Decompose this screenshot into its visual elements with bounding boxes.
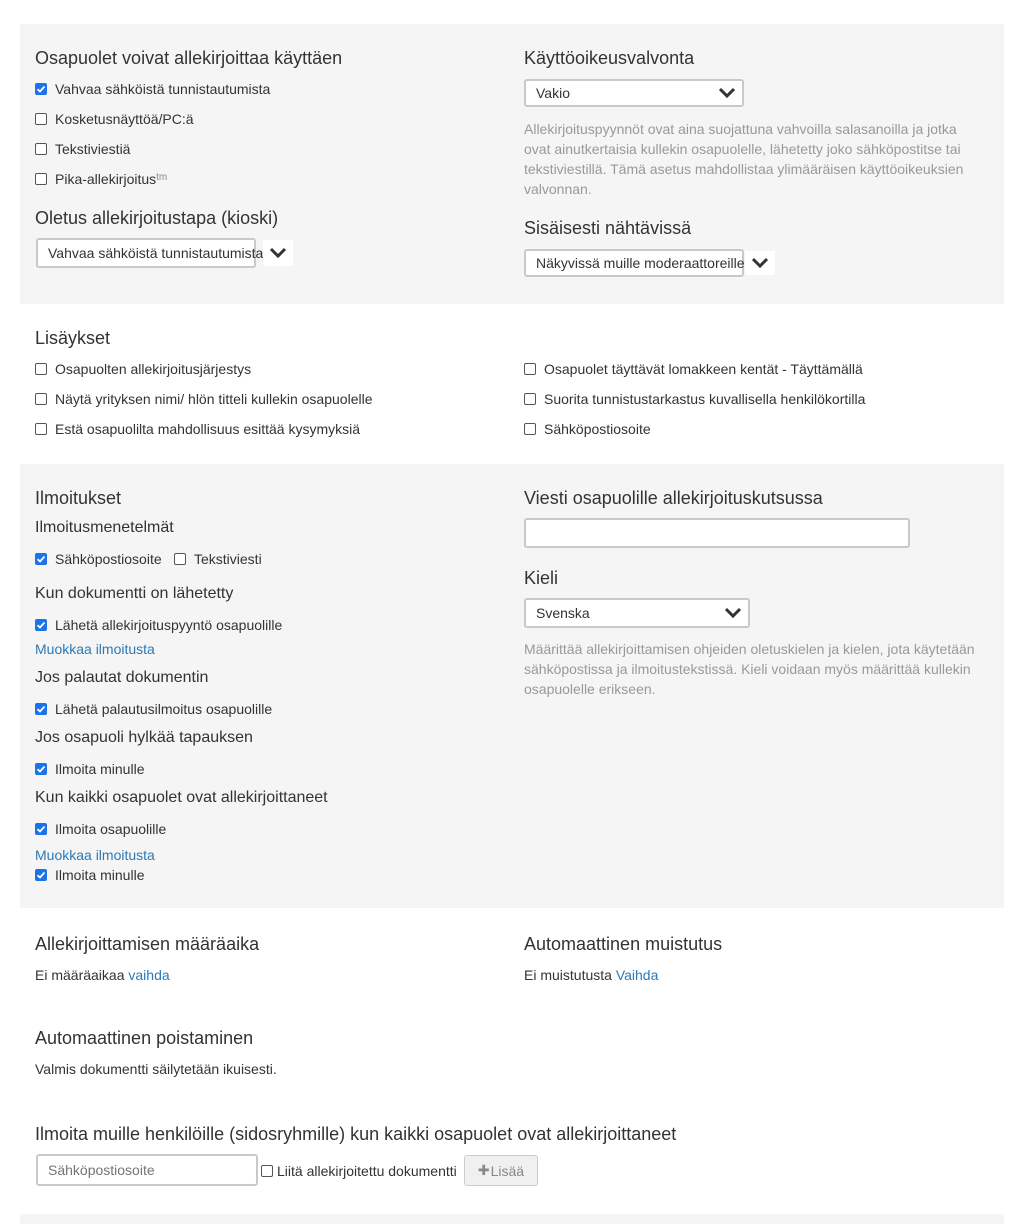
- checkbox-label: Kosketusnäyttöä/PC:ä: [55, 111, 194, 127]
- checkbox-label: Tekstiviestiä: [55, 141, 131, 157]
- additions-heading: Lisäykset: [35, 328, 111, 348]
- notification-methods-heading: Ilmoitusmenetelmät: [35, 519, 174, 536]
- select-value: Vakio: [536, 85, 570, 101]
- default-sign-method-heading: Oletus allekirjoitustapa (kioski): [35, 208, 279, 228]
- change-reminder-link[interactable]: Vaihda: [615, 967, 659, 983]
- all-signed-notify-me[interactable]: [35, 866, 144, 884]
- reminder-heading: Automaattinen muistutus: [524, 934, 723, 954]
- checkbox[interactable]: [524, 393, 536, 405]
- checkbox-label: Sähköpostiosoite: [544, 421, 651, 437]
- deletion-heading: Automaattinen poistaminen: [35, 1028, 254, 1048]
- change-deadline-link[interactable]: vaihda: [128, 967, 170, 983]
- checkbox-label: Lähetä allekirjoituspyyntö osapuolille: [55, 617, 283, 633]
- addition-id-check[interactable]: [524, 390, 865, 408]
- checkbox-label: Tekstiviesti: [194, 551, 262, 567]
- sign-method-quick[interactable]: [35, 170, 167, 188]
- checkbox[interactable]: [35, 143, 47, 155]
- checkbox-label: Osapuolten allekirjoitusjärjestys: [55, 361, 252, 377]
- checkbox-label: Osapuolet täyttävät lomakkeen kentät - Täyttämällä: [544, 361, 863, 377]
- all-signed-heading: Kun kaikki osapuolet ovat allekirjoittaneet: [35, 789, 328, 806]
- sent-option[interactable]: [35, 616, 282, 634]
- checkbox[interactable]: [261, 1165, 273, 1177]
- deadline-line: [35, 967, 170, 983]
- checkbox[interactable]: [35, 423, 47, 435]
- chevron-down-icon: [745, 251, 775, 275]
- access-control-heading: Käyttöoikeusvalvonta: [524, 48, 695, 68]
- returned-option[interactable]: [35, 700, 272, 718]
- edit-sent-notification-link[interactable]: Muokkaa ilmoitusta: [35, 641, 155, 657]
- edit-all-signed-notification-link[interactable]: Muokkaa ilmoitusta: [35, 847, 155, 863]
- sent-heading: Kun dokumentti on lähetetty: [35, 585, 234, 602]
- checkbox-label: Pika-allekirjoitus: [55, 171, 157, 187]
- checkbox-label: Näytä yrityksen nimi/ hlön titteli kullekin osapuolelle: [55, 391, 373, 407]
- sign-method-sms[interactable]: [35, 140, 130, 158]
- all-signed-notify-parties[interactable]: [35, 820, 166, 838]
- checkbox[interactable]: [524, 363, 536, 375]
- checkbox-label: Ilmoita osapuolille: [55, 821, 167, 837]
- rejected-option[interactable]: [35, 760, 144, 778]
- notifications-heading: Ilmoitukset: [35, 488, 122, 508]
- checkbox-label: Liitä allekirjoitettu dokumentti: [277, 1163, 457, 1179]
- addition-fill-form[interactable]: [524, 360, 863, 378]
- select-value: Svenska: [536, 605, 590, 621]
- reminder-line: [524, 967, 658, 983]
- checkbox-label: Suorita tunnistustarkastus kuvallisella henkilökortilla: [544, 391, 866, 407]
- checkbox[interactable]: [35, 83, 47, 95]
- message-input[interactable]: [524, 518, 910, 548]
- checkbox-label: Lähetä palautusilmoitus osapuolille: [55, 701, 273, 717]
- checkbox[interactable]: [35, 619, 47, 631]
- access-control-select[interactable]: [524, 79, 744, 107]
- sign-methods-heading: Osapuolet voivat allekirjoittaa käyttäen: [35, 48, 343, 68]
- button-label: Lisää: [490, 1162, 525, 1179]
- language-select[interactable]: [524, 598, 750, 628]
- checkbox-label: Ilmoita minulle: [55, 761, 145, 777]
- reminder-text: Ei muistutusta: [524, 967, 612, 983]
- addition-block-questions[interactable]: [35, 420, 360, 438]
- sign-method-strong-auth[interactable]: [35, 80, 270, 98]
- checkbox[interactable]: [35, 113, 47, 125]
- method-sms[interactable]: [174, 550, 262, 568]
- sign-method-touchscreen[interactable]: [35, 110, 194, 128]
- select-value: Vahvaa sähköistä tunnistautumista: [48, 245, 264, 261]
- trademark-sup: tm: [156, 171, 168, 183]
- access-control-help: Allekirjoituspyynnöt ovat aina suojattuna vahvoilla salasanoilla ja jotka ovat ainutkertaisia kullekin osapuolelle, lähetetty joko sähköpostitse tai tekstiviestillä. Tämä asetus mahdollistaa ylimääräisen käyttöoikeuksien valvonnan.: [524, 121, 964, 197]
- message-heading: Viesti osapuolille allekirjoituskutsussa: [524, 488, 823, 508]
- checkbox[interactable]: [35, 553, 47, 565]
- checkbox[interactable]: [35, 763, 47, 775]
- internal-visibility-heading: Sisäisesti nähtävissä: [524, 218, 692, 238]
- select-value: Näkyvissä muille moderaattoreille: [536, 255, 745, 271]
- internal-visibility-select[interactable]: [524, 249, 744, 277]
- checkbox[interactable]: [35, 823, 47, 835]
- chevron-down-icon: [718, 600, 748, 626]
- returned-heading: Jos palautat dokumentin: [35, 669, 209, 686]
- checkbox[interactable]: [35, 393, 47, 405]
- checkbox-label: Vahvaa sähköistä tunnistautumista: [55, 81, 271, 97]
- stakeholder-email-input[interactable]: [36, 1154, 258, 1186]
- deadline-text: Ei määräaikaa: [35, 967, 125, 983]
- chevron-down-icon: [263, 240, 293, 266]
- rejected-heading: Jos osapuoli hylkää tapauksen: [35, 729, 253, 746]
- checkbox[interactable]: [35, 869, 47, 881]
- addition-show-company[interactable]: [35, 390, 372, 408]
- plus-icon: ✚: [477, 1162, 490, 1178]
- method-email[interactable]: [35, 550, 162, 568]
- checkbox-label: Ilmoita minulle: [55, 867, 145, 883]
- deletion-text: Valmis dokumentti säilytetään ikuisesti.: [35, 1061, 277, 1077]
- checkbox[interactable]: [35, 173, 47, 185]
- language-heading: Kieli: [524, 568, 559, 588]
- deadline-heading: Allekirjoittamisen määräaika: [35, 934, 260, 954]
- addition-email[interactable]: [524, 420, 651, 438]
- default-sign-method-select[interactable]: [36, 238, 264, 268]
- add-stakeholder-button[interactable]: [464, 1155, 538, 1186]
- addition-sign-order[interactable]: [35, 360, 251, 378]
- stakeholders-heading: Ilmoita muille henkilöille (sidosryhmille) kun kaikki osapuolet ovat allekirjoittaneet: [35, 1124, 677, 1144]
- checkbox[interactable]: [524, 423, 536, 435]
- language-help: Määrittää allekirjoittamisen ohjeiden oletuskielen ja kielen, jota käytetään sähköpostissa ja ilmoitustekstissä. Kieli voidaan myös määrittää kullekin osapuolelle erikseen.: [524, 641, 975, 697]
- attach-signed-document[interactable]: [261, 1162, 457, 1180]
- chevron-down-icon: [712, 81, 742, 105]
- checkbox[interactable]: [174, 553, 186, 565]
- checkbox[interactable]: [35, 703, 47, 715]
- checkbox-label: Sähköpostiosoite: [55, 551, 162, 567]
- checkbox-label: Estä osapuolilta mahdollisuus esittää kysymyksiä: [55, 421, 361, 437]
- footer-strip: [20, 1214, 1004, 1224]
- checkbox[interactable]: [35, 363, 47, 375]
